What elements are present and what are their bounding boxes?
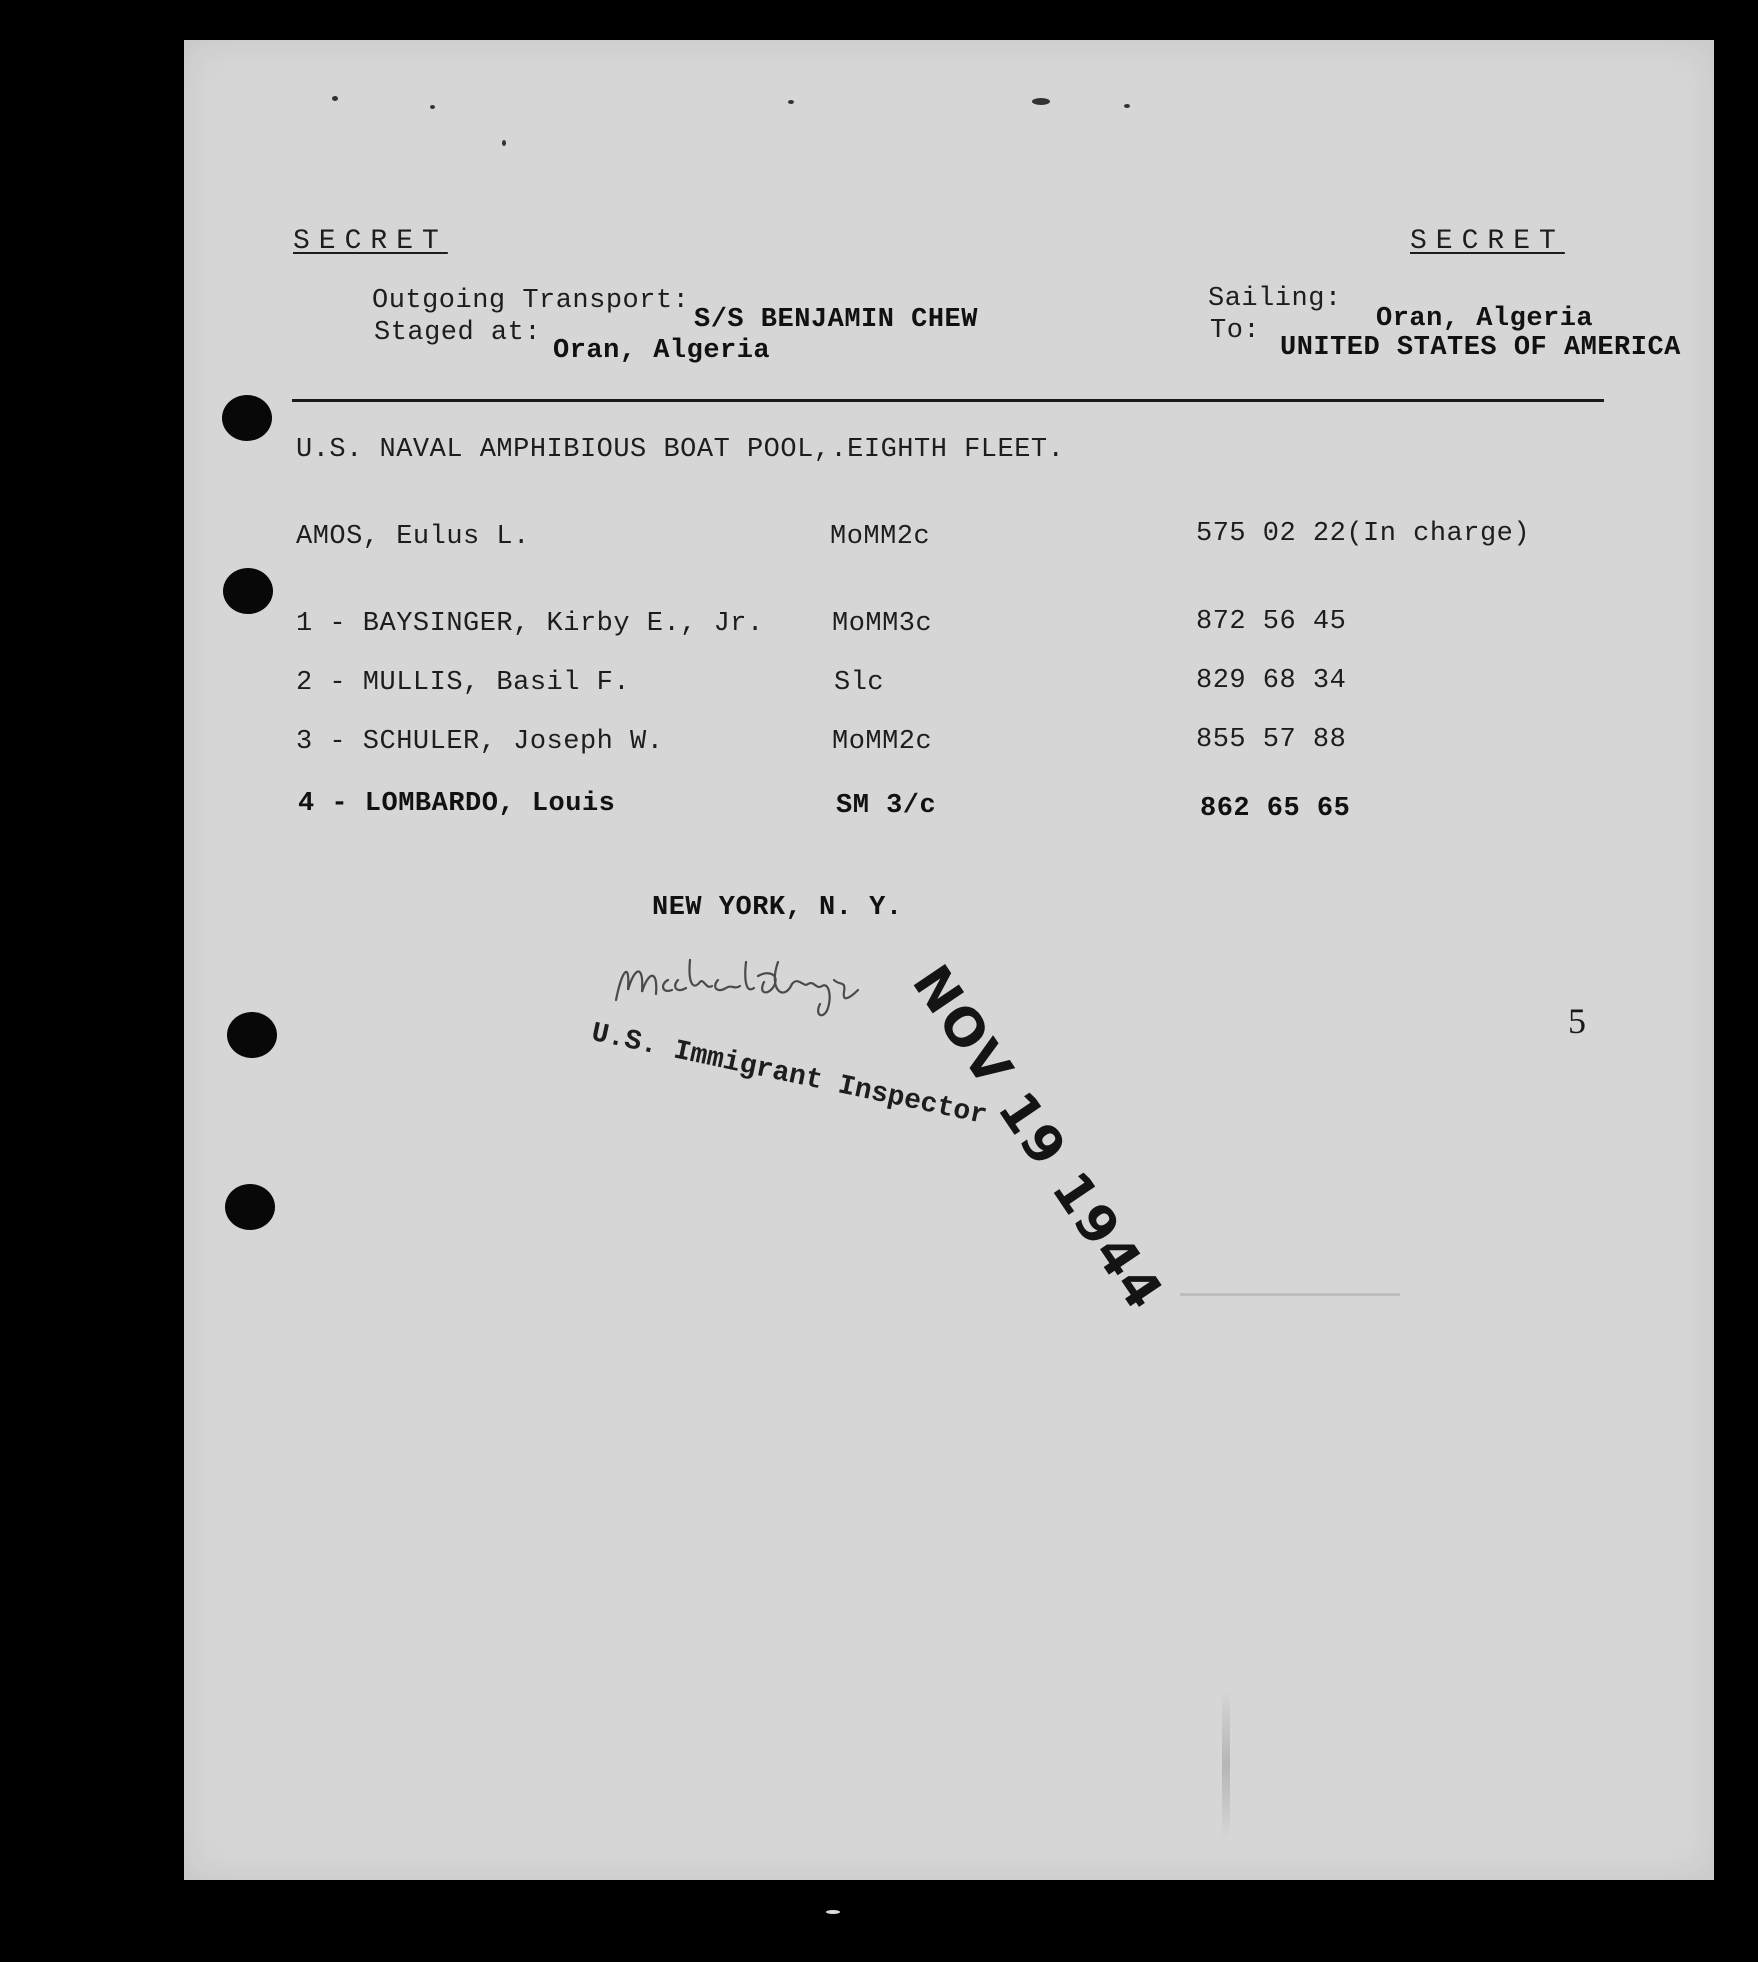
in-charge-rate: MoMM2c — [830, 522, 931, 552]
header-divider — [292, 399, 1604, 402]
signature — [608, 950, 888, 1040]
crew-rate: SM 3/c — [836, 791, 937, 821]
scan-speck — [1032, 98, 1050, 105]
secret-label-left: SECRET — [293, 226, 448, 257]
outgoing-transport-label: Outgoing Transport: — [372, 286, 690, 316]
scan-speck — [332, 96, 338, 101]
to-label: To: — [1210, 316, 1261, 346]
crew-name: 3 - SCHULER, Joseph W. — [296, 727, 664, 757]
crew-rate: Slc — [834, 668, 885, 698]
scan-speck — [826, 1910, 840, 1914]
crew-name: 4 - LOMBARDO, Louis — [298, 789, 616, 819]
scan-speck — [1180, 1293, 1400, 1296]
crew-number: 862 65 65 — [1200, 794, 1351, 824]
stamp-place: NEW YORK, N. Y. — [652, 893, 903, 923]
in-charge-name: AMOS, Eulus L. — [296, 522, 530, 552]
stamp-date: NOV 19 1944 — [900, 955, 1175, 1322]
punch-hole — [222, 395, 272, 441]
punch-hole — [227, 1012, 277, 1058]
scan-speck — [1124, 104, 1130, 108]
punch-hole — [223, 568, 273, 614]
page-number: 5 — [1568, 1001, 1586, 1041]
sailing-label: Sailing: — [1208, 284, 1342, 314]
to-value: UNITED STATES OF AMERICA — [1280, 333, 1681, 363]
crew-number: 829 68 34 — [1196, 666, 1347, 696]
crew-name: 2 - MULLIS, Basil F. — [296, 668, 631, 698]
unit-heading: U.S. NAVAL AMPHIBIOUS BOAT POOL,.EIGHTH FLEET. — [296, 435, 1065, 465]
crew-number: 872 56 45 — [1196, 607, 1347, 637]
crew-rate: MoMM2c — [832, 727, 933, 757]
scan-speck — [430, 105, 435, 109]
secret-label-right: SECRET — [1410, 226, 1565, 257]
outgoing-transport-value: S/S BENJAMIN CHEW — [694, 305, 978, 335]
staged-at-label: Staged at: — [374, 318, 542, 348]
scan-speck — [788, 100, 794, 104]
scan-artifact — [1222, 1690, 1230, 1840]
in-charge-number: 575 02 22(In charge) — [1196, 519, 1531, 549]
staged-at-value: Oran, Algeria — [553, 336, 771, 366]
sailing-value: Oran, Algeria — [1376, 304, 1594, 334]
crew-rate: MoMM3c — [832, 609, 933, 639]
scan-speck — [502, 140, 506, 146]
crew-name: 1 - BAYSINGER, Kirby E., Jr. — [296, 609, 764, 639]
crew-number: 855 57 88 — [1196, 725, 1347, 755]
punch-hole — [225, 1184, 275, 1230]
stamp-title: U.S. Immigrant Inspector — [588, 1018, 990, 1133]
